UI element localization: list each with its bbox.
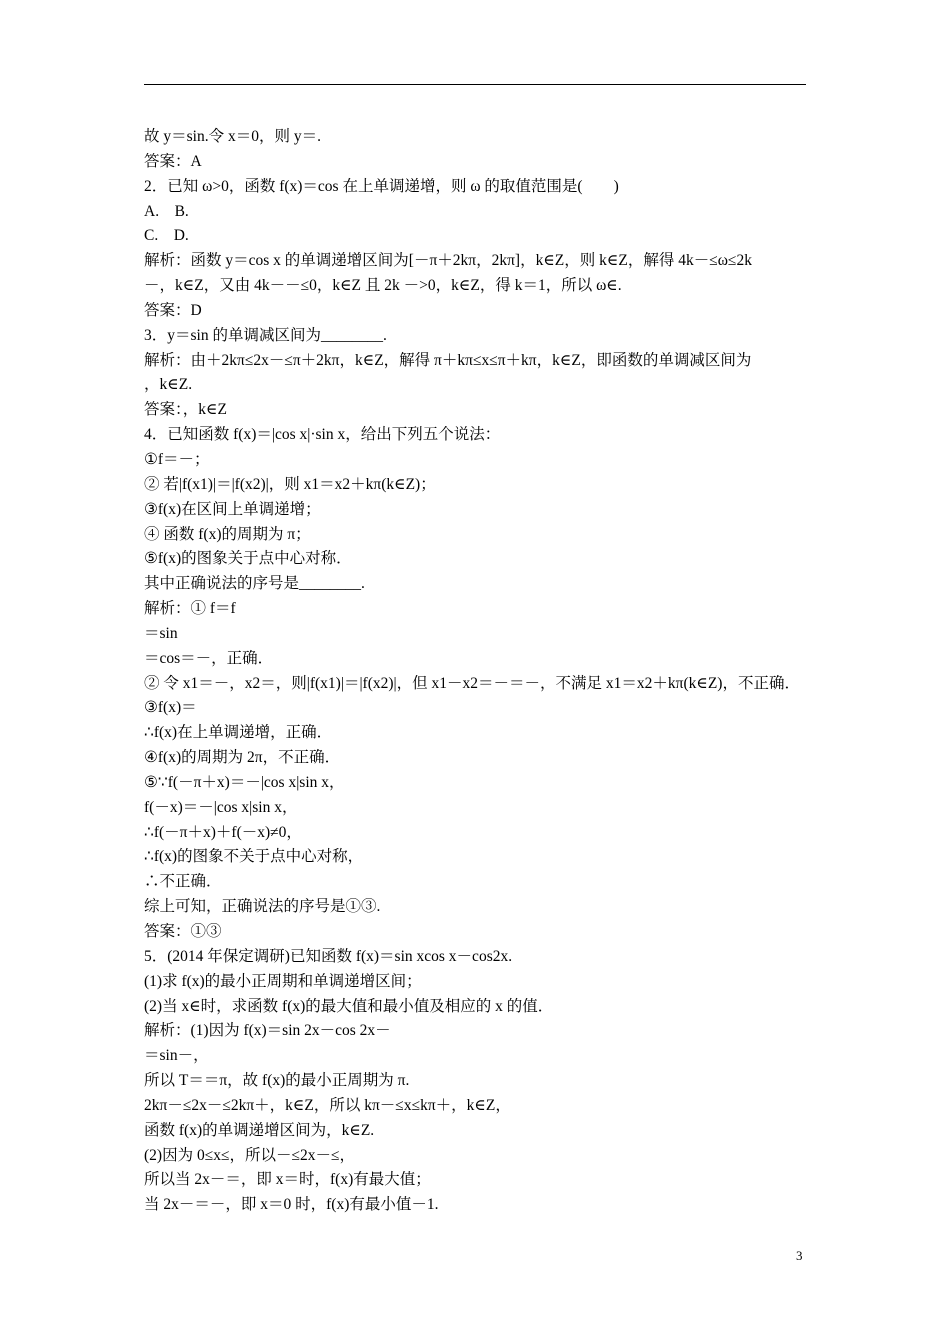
text-line: 5．(2014 年保定调研)已知函数 f(x)＝sin xcos x－cos2x. [144, 947, 513, 965]
text-line: 解析：(1)因为 f(x)＝sin 2x－cos 2x－ [144, 1022, 391, 1040]
text-line: 2kπ－≤2x－≤2kπ＋，k∈Z，所以 kπ－≤x≤kπ＋，k∈Z， [144, 1096, 511, 1114]
text-line: ＝cos＝－，正确． [144, 649, 274, 667]
text-line: 其中正确说法的序号是________. [144, 575, 365, 593]
text-line: ⑤f(x)的图象关于点中心对称． [144, 550, 352, 568]
document-body [144, 125, 824, 1218]
text-line: 所以 T＝＝π，故 f(x)的最小正周期为 π. [144, 1072, 410, 1090]
text-line: (1)求 f(x)的最小正周期和单调递增区间； [144, 972, 422, 990]
text-line: ③f(x)在区间上单调递增； [144, 500, 321, 518]
text-line: 4．已知函数 f(x)＝|cos x|·sin x，给出下列五个说法： [144, 426, 501, 444]
text-line: 解析：由＋2kπ≤2x－≤π＋2kπ，k∈Z，解得 π＋kπ≤x≤π＋kπ，k∈Z，即函数的单调减区间为 [144, 351, 752, 369]
text-line: 故 y＝sin.令 x＝0，则 y＝. [144, 128, 321, 145]
text-line: 答案：，k∈Z [144, 401, 227, 419]
text-line: 解析：函数 y＝cos x 的单调递增区间为[－π＋2kπ，2kπ]，k∈Z，则 k∈Z，解得 4k－≤ω≤2k [144, 252, 752, 270]
text-line: ⑤∵f(－π＋x)＝－|cos x|sin x， [144, 773, 345, 791]
text-line: ② 若|f(x1)|＝|f(x2)|，则 x1＝x2＋kπ(k∈Z)； [144, 475, 436, 493]
page-number: 3 [796, 1248, 803, 1263]
text-line: 3．y＝sin 的单调减区间为________. [144, 326, 387, 344]
text-line: ∴f(x)在上单调递增，正确． [144, 724, 333, 742]
text-line: A. B. [144, 202, 189, 220]
text-line: (2)因为 0≤x≤，所以－≤2x－≤， [144, 1146, 355, 1164]
text-line: 答案：A [144, 152, 202, 170]
text-line: ，k∈Z. [144, 376, 193, 394]
text-line: (2)当 x∈时，求函数 f(x)的最大值和最小值及相应的 x 的值． [144, 997, 554, 1015]
text-line: C. D. [144, 227, 189, 245]
text-line: 解析：① f＝f [144, 600, 236, 618]
text-line: ③f(x)＝ [144, 699, 197, 717]
text-line: 当 2x－＝－，即 x＝0 时，f(x)有最小值－1. [144, 1196, 439, 1214]
text-line: 答案：①③ [144, 923, 222, 940]
text-line: －，k∈Z，又由 4k－－≤0，k∈Z 且 2k －>0，k∈Z，得 k＝1，所以 ω∈. [144, 277, 622, 295]
text-line: ①f＝－； [144, 450, 210, 468]
text-line: ∴f(－π＋x)＋f(－x)≠0， [144, 823, 302, 841]
text-line: ④f(x)的周期为 2π，不正确． [144, 749, 341, 767]
text-line: ＝sin [144, 624, 178, 642]
text-line: 综上可知，正确说法的序号是①③. [144, 898, 381, 916]
text-line: ∴不正确． [144, 873, 222, 891]
text-line: ＝sin－， [144, 1047, 209, 1065]
text-line: 函数 f(x)的单调递增区间为，k∈Z. [144, 1121, 375, 1139]
text-line: 答案：D [144, 301, 202, 319]
text-line: ∴f(x)的图象不关于点中心对称， [144, 848, 364, 866]
text-line: 2．已知 ω>0，函数 f(x)＝cos 在上单调递增，则 ω 的取值范围是( ) [144, 177, 619, 195]
text-line: 所以当 2x－＝，即 x＝时，f(x)有最大值； [144, 1171, 431, 1189]
text-line: ② 令 x1＝－，x2＝，则|f(x1)|＝|f(x2)|，但 x1－x2＝－＝－，不满足 x1＝x2＋kπ(k∈Z)，不正确． [144, 674, 800, 692]
text-line: f(－x)＝－|cos x|sin x， [144, 798, 298, 816]
text-line: ④ 函数 f(x)的周期为 π； [144, 525, 311, 543]
header-rule [144, 84, 806, 85]
